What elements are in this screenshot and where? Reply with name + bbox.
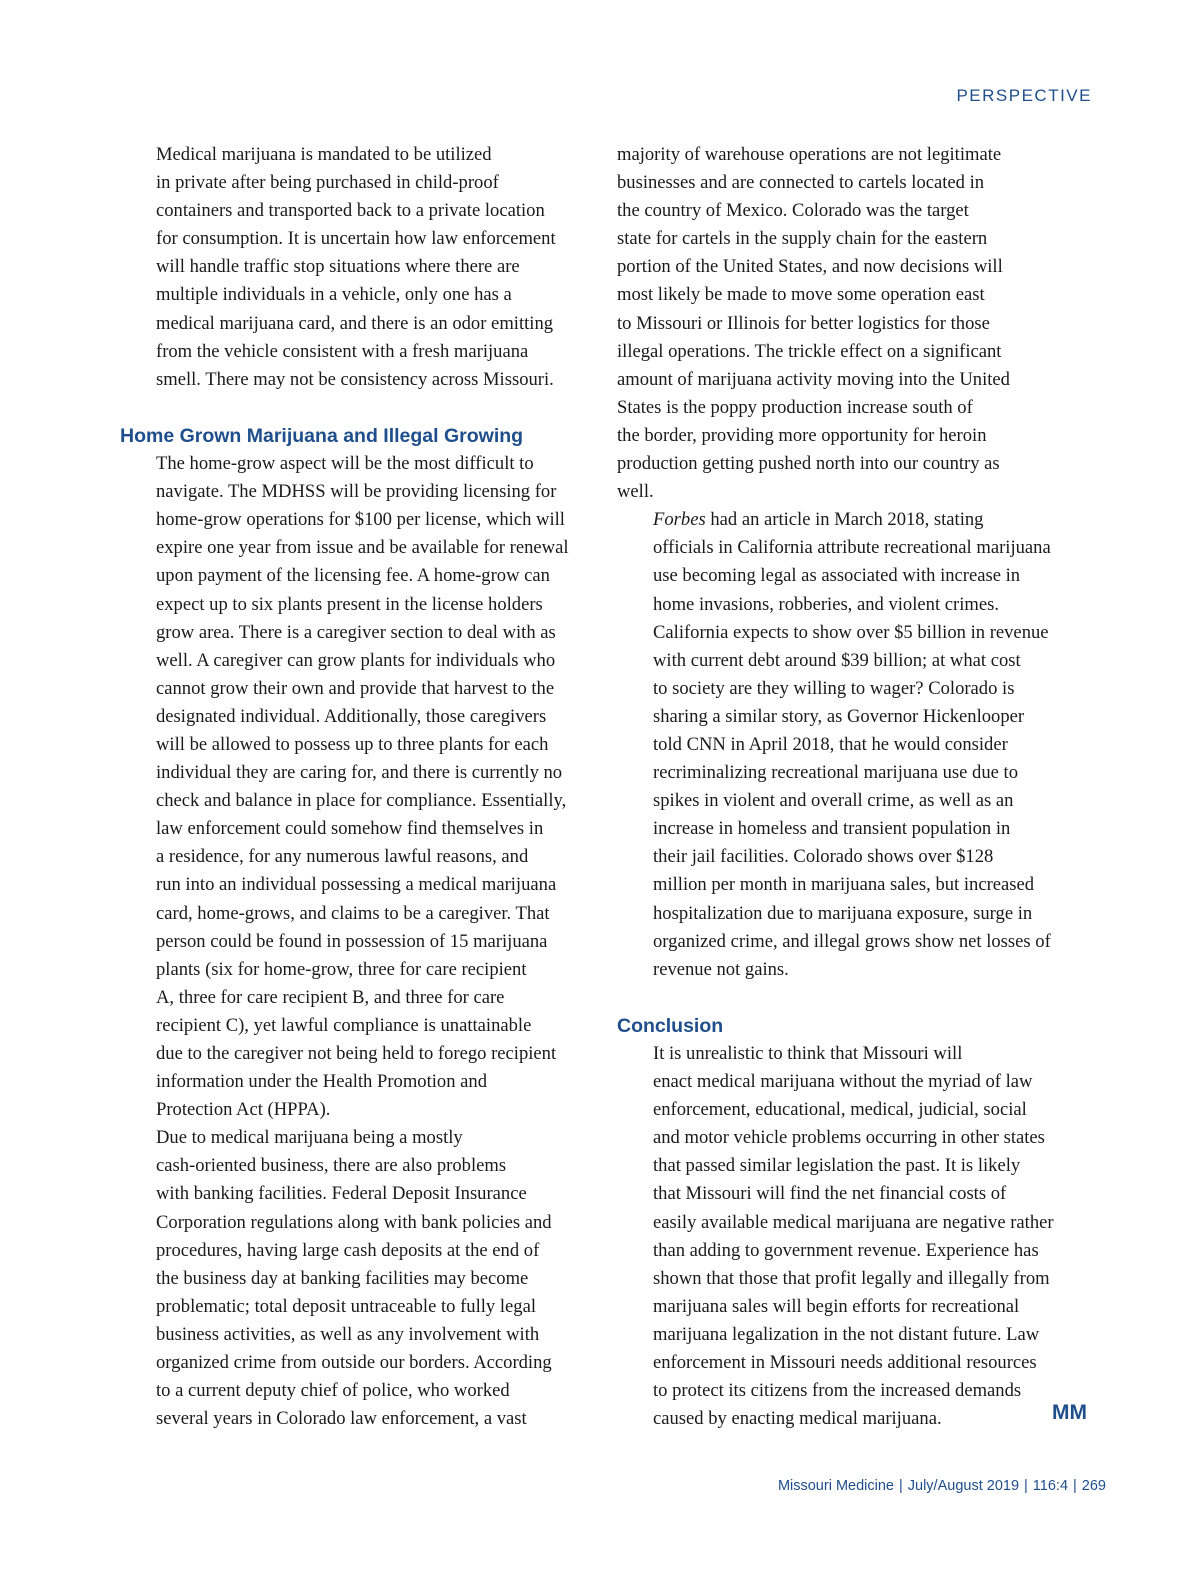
paragraph: Medical marijuana is mandated to be utilized in private after being purchased in child-proof containers and transported back to a private location for consumption. It is uncertain how law enforcement will handle traffic stop situations where there are multiple individuals in a vehicle, only one has a medical marijuana card, and there is an odor emitting from the vehicle consistent with a fresh marijuana smell. There may not be consistency across Missouri.	[156, 144, 556, 390]
publication-name: Forbes	[653, 509, 706, 531]
end-of-article-mark: MM	[1052, 1401, 1087, 1424]
paragraph: It is unrealistic to think that Missouri will enact medical marijuana without the myriad of law enforcement, educational, medical, judicial, social and motor vehicle problems occurring in other states that passed similar legislation the past. It is likely that Missouri will find the net financial costs of easily available medical marijuana are negative rather than adding to government revenue. Experience has shown that those that profit legally and illegally from marijuana sales will begin efforts for recreational marijuana legalization in the not distant future. Law enforcement in Missouri needs additional resources to protect its citizens from the increased demands caused by enacting medical marijuana.	[653, 1043, 1054, 1430]
issue-date: July/August 2019	[907, 1478, 1020, 1494]
paragraph: Forbes had an article in March 2018, stating officials in California attribute recreational marijuana use becoming legal as associated with increase in home invasions, robberies, and violent crimes. California expects to show over $5 billion in revenue with current debt around $39 billion; at what cost to society are they willing to wager? Colorado is sharing a similar story, as Governor Hickenlooper told CNN in April 2018, that he would consider recriminalizing recreational marijuana use due to spikes in violent and overall crime, as well as an increase in homeless and transient population in their jail facilities. Colorado shows over $128 million per month in marijuana sales, but increased hospitalization due to marijuana exposure, surge in organized crime, and illegal grows show net losses of revenue not gains.	[653, 509, 1051, 980]
left-column	[120, 141, 575, 1433]
volume-issue: 116:4	[1032, 1478, 1069, 1494]
page-number: 269	[1081, 1478, 1106, 1494]
page-footer: Missouri Medicine | July/August 2019 | 116:4 | 269	[777, 1478, 1106, 1494]
paragraph: Due to medical marijuana being a mostly cash-oriented business, there are also problems with banking facilities. Federal Deposit Insurance Corporation regulations along with bank policies and procedures, having large cash deposits at the end of the business day at banking facilities may become problematic; total deposit untraceable to fully legal business activities, as well as any involvement with organized crime from outside our borders. According to a current deputy chief of police, who worked several years in Colorado law enforcement, a vast	[156, 1127, 552, 1430]
section-label: PERSPECTIVE	[956, 86, 1092, 105]
journal-name: Missouri Medicine	[777, 1478, 894, 1494]
section-heading: Home Grown Marijuana and Illegal Growing	[120, 424, 524, 447]
section-heading: Conclusion	[617, 1014, 724, 1037]
paragraph: majority of warehouse operations are not legitimate businesses and are connected to cartels located in the country of Mexico. Colorado was the target state for cartels in the supply chain for the eastern portion of the United States, and now decisions will most likely be made to move some operation east to Missouri or Illinois for better logistics for those illegal operations. The trickle effect on a significant amount of marijuana activity moving into the United States is the poppy production increase south of the border, providing more opportunity for heroin production getting pushed north into our country as well.	[617, 144, 1010, 503]
paragraph: The home-grow aspect will be the most difficult to navigate. The MDHSS will be providing licensing for home-grow operations for $100 per license, which will expire one year from issue and be available for renewal upon payment of the licensing fee. A home-grow can expect up to six plants present in the license holders grow area. There is a caregiver section to deal with as well. A caregiver can grow plants for individuals who cannot grow their own and provide that harvest to the designated individual. Additionally, those caregivers will be allowed to possess up to three plants for each individual they are caring for, and there is currently no check and balance in place for compliance. Essentially, law enforcement could somehow find themselves in a residence, for any numerous lawful reasons, and run into an individual possessing a medical marijuana card, home-grows, and claims to be a caregiver. That person could be found in possession of 15 marijuana plants (six for home-grow, three for care recipient A, three for care recipient B, and three for care recipient C), yet lawful compliance is unattainable due to the caregiver not being held to forego recipient information under the Health Promotion and Protection Act (HPPA).	[156, 453, 569, 1121]
right-column	[617, 141, 1072, 1433]
